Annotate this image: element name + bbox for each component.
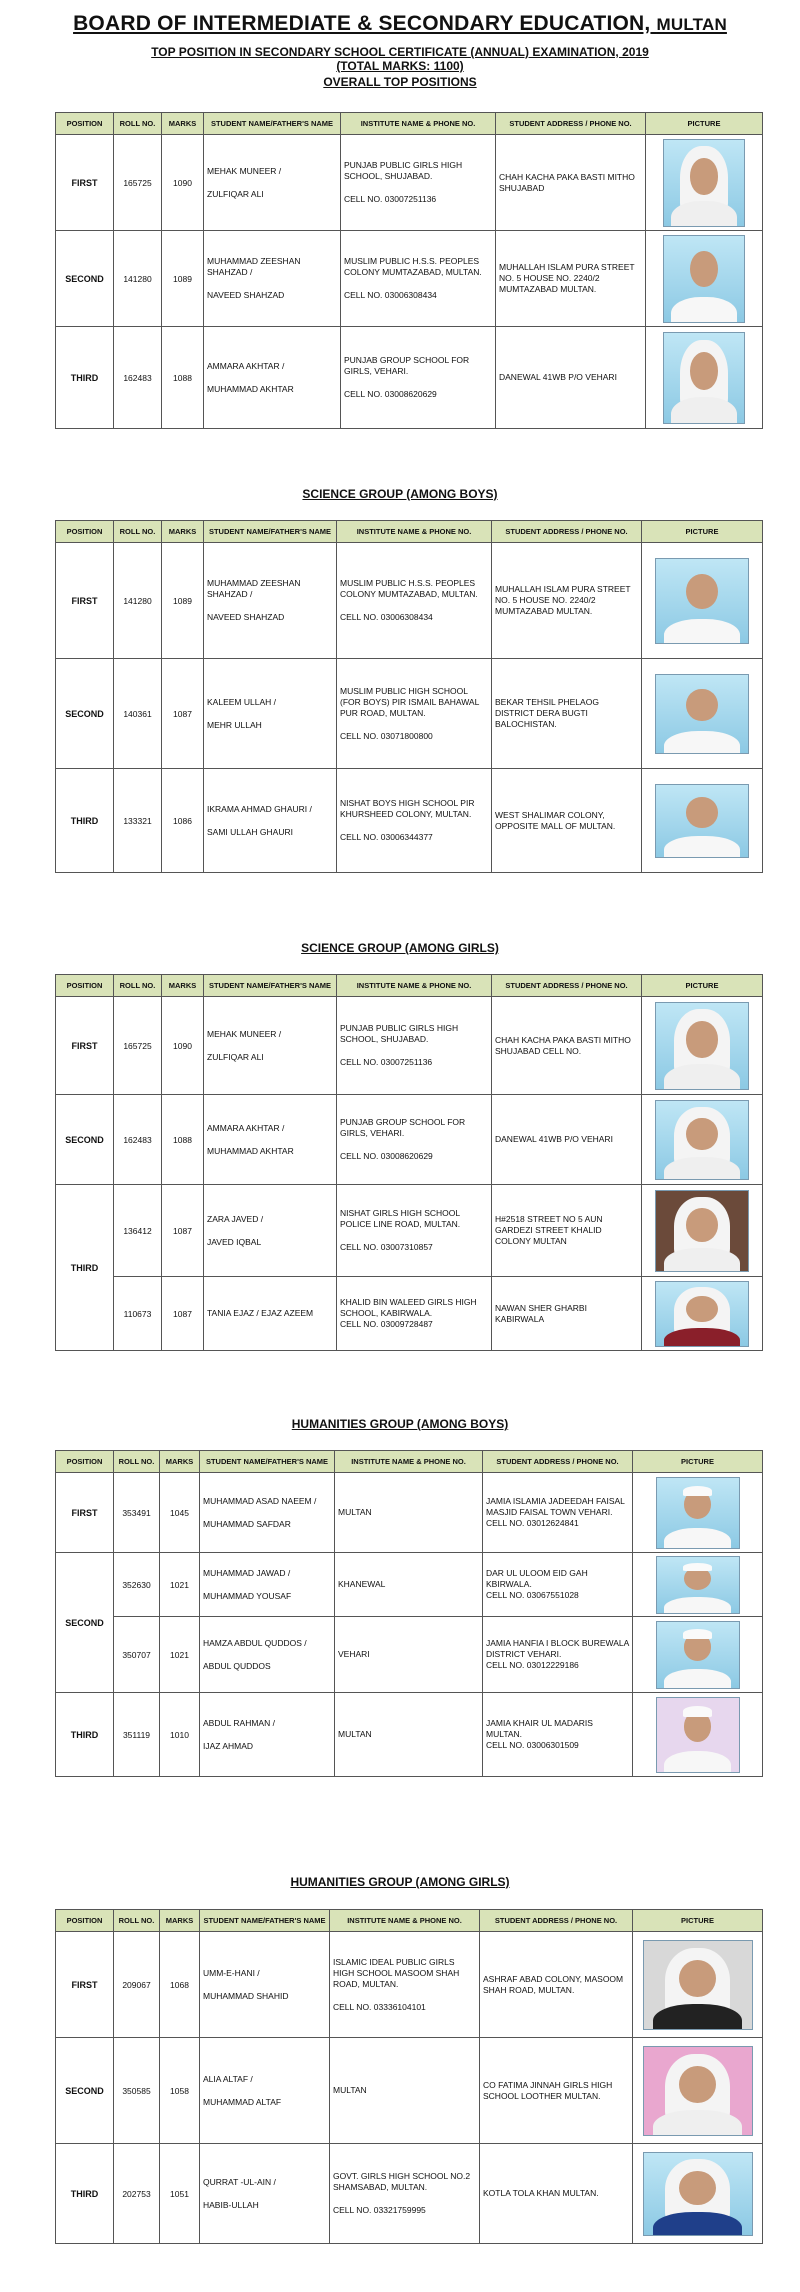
roll-cell: 165725 xyxy=(114,135,162,231)
position-cell: SECOND xyxy=(56,1095,114,1185)
col-position: POSITION xyxy=(56,113,114,135)
student-name: MUHAMMAD ASAD NAEEM / xyxy=(203,1495,317,1506)
institute-phone: CELL NO. 03321759995 xyxy=(333,2205,426,2215)
student-cell xyxy=(204,327,341,429)
position-cell: THIRD xyxy=(56,769,114,873)
institute-cell xyxy=(337,1185,492,1277)
student-photo xyxy=(655,1002,749,1090)
col-picture: PICTURE xyxy=(633,1910,763,1932)
address-cell: H#2518 STREET NO 5 AUN GARDEZI STREET KHALID COLONY MULTAN xyxy=(492,1185,642,1277)
institute-name: MUSLIM PUBLIC H.S.S. PEOPLES COLONY MUMTAZABAD, MULTAN. xyxy=(344,256,482,277)
overall-heading: OVERALL TOP POSITIONS xyxy=(323,75,477,89)
marks-cell: 1021 xyxy=(160,1617,200,1693)
address-cell: CHAH KACHA PAKA BASTI MITHO SHUJABAD xyxy=(496,135,646,231)
roll-cell: 141280 xyxy=(114,543,162,659)
institute-cell: MULTAN xyxy=(335,1473,483,1553)
institute-phone: CELL NO. 03006308434 xyxy=(340,612,433,622)
address-cell xyxy=(483,1553,633,1617)
position-cell: FIRST xyxy=(56,1473,114,1553)
roll-cell: 133321 xyxy=(114,769,162,873)
roll-cell: 165725 xyxy=(114,997,162,1095)
roll-cell: 209067 xyxy=(114,1932,160,2038)
address-cell: MUHALLAH ISLAM PURA STREET NO. 5 HOUSE NO. 2240/2 MUMTAZABAD MULTAN. xyxy=(492,543,642,659)
institute-phone: CELL NO. 03336104101 xyxy=(333,2001,426,2012)
marks-cell: 1087 xyxy=(162,659,204,769)
father-name: MUHAMMAD ALTAF xyxy=(203,2096,282,2107)
roll-cell: 350585 xyxy=(114,2038,160,2144)
col-address: STUDENT ADDRESS / PHONE NO. xyxy=(483,1451,633,1473)
student-name: ALIA ALTAF / xyxy=(203,2073,253,2084)
student-name: ZARA JAVED / xyxy=(207,1213,264,1224)
table-row xyxy=(56,997,763,1095)
table-row xyxy=(56,1553,763,1617)
table-header-row xyxy=(56,521,763,543)
table-row xyxy=(56,1095,763,1185)
father-name: ABDUL QUDDOS xyxy=(203,1660,271,1671)
father-name: SAMI ULLAH GHAURI xyxy=(207,826,293,837)
roll-cell: 351119 xyxy=(114,1693,160,1777)
father-name: NAVEED SHAHZAD xyxy=(207,612,285,622)
student-cell: TANIA EJAZ / EJAZ AZEEM xyxy=(204,1277,337,1351)
picture-cell xyxy=(646,135,763,231)
col-institute: INSTITUTE NAME & PHONE NO. xyxy=(330,1910,480,1932)
col-picture: PICTURE xyxy=(633,1451,763,1473)
marks-cell: 1045 xyxy=(160,1473,200,1553)
student-cell xyxy=(200,1553,335,1617)
table-row xyxy=(56,1932,763,2038)
col-student: STUDENT NAME/FATHER'S NAME xyxy=(204,521,337,543)
marks-cell: 1090 xyxy=(162,135,204,231)
student-cell xyxy=(204,135,341,231)
address-cell: KOTLA TOLA KHAN MULTAN. xyxy=(480,2144,633,2244)
col-picture: PICTURE xyxy=(642,975,763,997)
father-name: MUHAMMAD AKHTAR xyxy=(207,383,294,394)
father-name: ZULFIQAR ALI xyxy=(207,1051,264,1062)
student-name: KALEEM ULLAH / xyxy=(207,696,276,707)
position-cell: THIRD xyxy=(56,1693,114,1777)
col-marks: MARKS xyxy=(160,1451,200,1473)
marks-cell: 1058 xyxy=(160,2038,200,2144)
father-name: NAVEED SHAHZAD xyxy=(207,290,285,300)
student-phone: CELL NO. 03012229186 xyxy=(486,1660,579,1670)
marks-cell: 1010 xyxy=(160,1693,200,1777)
address-cell xyxy=(483,1473,633,1553)
student-cell xyxy=(200,2144,330,2244)
address-cell xyxy=(483,1693,633,1777)
board-city: MULTAN xyxy=(656,15,727,34)
institute-name: MUSLIM PUBLIC H.S.S. PEOPLES COLONY MUMTAZABAD, MULTAN. xyxy=(340,578,478,599)
institute-name: PUNJAB PUBLIC GIRLS HIGH SCHOOL, SHUJABAD. xyxy=(344,160,463,181)
institute-name: ISLAMIC IDEAL PUBLIC GIRLS HIGH SCHOOL MASOOM SHAH ROAD, MULTAN. xyxy=(333,1956,460,1989)
picture-cell xyxy=(633,2144,763,2244)
father-name: MUHAMMAD SHAHID xyxy=(203,1990,289,2001)
address-cell: CHAH KACHA PAKA BASTI MITHO SHUJABAD CELL NO. xyxy=(492,997,642,1095)
table-row xyxy=(56,2038,763,2144)
father-name: MUHAMMAD YOUSAF xyxy=(203,1590,292,1601)
board-title-text: BOARD OF INTERMEDIATE & SECONDARY EDUCATION, xyxy=(73,12,651,35)
institute-phone: CELL NO. 03071800800 xyxy=(340,730,433,741)
institute-name: NISHAT BOYS HIGH SCHOOL PIR KHURSHEED COLONY, MULTAN. xyxy=(340,798,475,819)
table-row xyxy=(56,659,763,769)
father-name: IJAZ AHMAD xyxy=(203,1740,254,1751)
table-row xyxy=(56,327,763,429)
student-photo xyxy=(656,1697,740,1773)
position-cell: FIRST xyxy=(56,1932,114,2038)
student-name: UMM-E-HANI / xyxy=(203,1967,260,1978)
address-cell: DANEWAL 41WB P/O VEHARI xyxy=(492,1095,642,1185)
student-photo xyxy=(663,332,745,424)
marks-cell: 1086 xyxy=(162,769,204,873)
institute-name: NISHAT GIRLS HIGH SCHOOL POLICE LINE ROAD, MULTAN. xyxy=(340,1208,461,1229)
student-photo xyxy=(643,2152,753,2236)
institute-phone: CELL NO. 03006344377 xyxy=(340,832,433,842)
institute-phone: CELL NO. 03008620629 xyxy=(340,1151,433,1161)
institute-name: PUNJAB GROUP SCHOOL FOR GIRLS, VEHARI. xyxy=(344,355,470,376)
col-address: STUDENT ADDRESS / PHONE NO. xyxy=(492,975,642,997)
col-institute: INSTITUTE NAME & PHONE NO. xyxy=(335,1451,483,1473)
picture-cell xyxy=(642,1277,763,1351)
roll-cell: 162483 xyxy=(114,1095,162,1185)
col-picture: PICTURE xyxy=(642,521,763,543)
picture-cell xyxy=(633,1553,763,1617)
table-row xyxy=(56,135,763,231)
institute-cell xyxy=(337,1277,492,1351)
student-cell xyxy=(200,1473,335,1553)
student-name: MUHAMMAD ZEESHAN SHAHZAD / xyxy=(207,578,301,599)
institute-cell xyxy=(330,2144,480,2244)
humanities-girls-table xyxy=(55,1909,763,2244)
student-cell xyxy=(204,769,337,873)
institute-phone: CELL NO. 03007310857 xyxy=(340,1242,433,1252)
marks-cell: 1090 xyxy=(162,997,204,1095)
col-roll: ROLL NO. xyxy=(114,975,162,997)
student-name: AMMARA AKHTAR / xyxy=(207,1122,285,1133)
table-row xyxy=(56,769,763,873)
marks-cell: 1087 xyxy=(162,1185,204,1277)
picture-cell xyxy=(642,1185,763,1277)
student-name: MEHAK MUNEER / xyxy=(207,165,282,176)
address-cell: DANEWAL 41WB P/O VEHARI xyxy=(496,327,646,429)
col-position: POSITION xyxy=(56,1910,114,1932)
table-row xyxy=(56,2144,763,2244)
student-cell xyxy=(200,1693,335,1777)
col-marks: MARKS xyxy=(162,975,204,997)
roll-cell: 352630 xyxy=(114,1553,160,1617)
col-marks: MARKS xyxy=(162,521,204,543)
humanities-boys-table xyxy=(55,1450,763,1777)
father-name: MUHAMMAD AKHTAR xyxy=(207,1145,294,1156)
address-cell: BEKAR TEHSIL PHELAOG DISTRICT DERA BUGTI BALOCHISTAN. xyxy=(492,659,642,769)
student-cell xyxy=(204,231,341,327)
student-photo xyxy=(655,784,749,858)
student-address: DAR UL ULOOM EID GAH KBIRWALA. xyxy=(486,1568,588,1589)
father-name: MUHAMMAD SAFDAR xyxy=(203,1518,291,1529)
roll-cell: 136412 xyxy=(114,1185,162,1277)
col-student: STUDENT NAME/FATHER'S NAME xyxy=(204,113,341,135)
position-cell: SECOND xyxy=(56,1553,114,1693)
col-student: STUDENT NAME/FATHER'S NAME xyxy=(204,975,337,997)
roll-cell: 140361 xyxy=(114,659,162,769)
position-cell: FIRST xyxy=(56,543,114,659)
institute-cell: MULTAN xyxy=(330,2038,480,2144)
father-name: JAVED IQBAL xyxy=(207,1236,262,1247)
col-address: STUDENT ADDRESS / PHONE NO. xyxy=(496,113,646,135)
institute-cell xyxy=(341,327,496,429)
student-name: IKRAMA AHMAD GHAURI / xyxy=(207,803,312,814)
roll-cell: 110673 xyxy=(114,1277,162,1351)
table-header-row xyxy=(56,1451,763,1473)
institute-cell xyxy=(337,1095,492,1185)
father-name: ZULFIQAR ALI xyxy=(207,188,264,199)
picture-cell xyxy=(646,327,763,429)
total-marks: (TOTAL MARKS: 1100) xyxy=(336,59,464,73)
col-institute: INSTITUTE NAME & PHONE NO. xyxy=(337,521,492,543)
col-marks: MARKS xyxy=(162,113,204,135)
student-cell xyxy=(204,1185,337,1277)
institute-cell: VEHARI xyxy=(335,1617,483,1693)
roll-cell: 353491 xyxy=(114,1473,160,1553)
institute-name: GOVT. GIRLS HIGH SCHOOL NO.2 SHAMSABAD, MULTAN. xyxy=(333,2171,471,2192)
institute-name: KHALID BIN WALEED GIRLS HIGH SCHOOL, KABIRWALA. xyxy=(340,1297,477,1318)
institute-cell xyxy=(337,659,492,769)
marks-cell: 1068 xyxy=(160,1932,200,2038)
col-picture: PICTURE xyxy=(646,113,763,135)
col-address: STUDENT ADDRESS / PHONE NO. xyxy=(492,521,642,543)
col-student: STUDENT NAME/FATHER'S NAME xyxy=(200,1910,330,1932)
col-position: POSITION xyxy=(56,1451,114,1473)
student-photo xyxy=(655,674,749,754)
col-roll: ROLL NO. xyxy=(114,113,162,135)
student-photo xyxy=(663,235,745,323)
table-header-row xyxy=(56,1910,763,1932)
student-address: JAMIA HANFIA I BLOCK BUREWALA DISTRICT VEHARI. xyxy=(486,1638,629,1659)
col-student: STUDENT NAME/FATHER'S NAME xyxy=(200,1451,335,1473)
col-position: POSITION xyxy=(56,521,114,543)
student-cell xyxy=(204,997,337,1095)
institute-cell xyxy=(330,1932,480,2038)
institute-cell: MULTAN xyxy=(335,1693,483,1777)
table-row xyxy=(56,1617,763,1693)
table-row xyxy=(56,1185,763,1277)
position-cell: THIRD xyxy=(56,2144,114,2244)
student-photo xyxy=(656,1556,740,1614)
address-cell: WEST SHALIMAR COLONY, OPPOSITE MALL OF MULTAN. xyxy=(492,769,642,873)
science-boys-heading: SCIENCE GROUP (AMONG BOYS) xyxy=(302,487,498,501)
picture-cell xyxy=(642,997,763,1095)
marks-cell: 1087 xyxy=(162,1277,204,1351)
roll-cell: 350707 xyxy=(114,1617,160,1693)
institute-cell xyxy=(341,231,496,327)
table-row xyxy=(56,1693,763,1777)
picture-cell xyxy=(633,1932,763,2038)
science-girls-table xyxy=(55,974,763,1351)
student-name: ABDUL RAHMAN / xyxy=(203,1717,275,1728)
col-roll: ROLL NO. xyxy=(114,1910,160,1932)
student-phone: CELL NO. 03012624841 xyxy=(486,1518,579,1528)
table-row xyxy=(56,543,763,659)
science-boys-table xyxy=(55,520,763,873)
father-name: HABIB-ULLAH xyxy=(203,2199,259,2210)
student-photo xyxy=(655,1100,749,1180)
picture-cell xyxy=(646,231,763,327)
student-cell xyxy=(200,2038,330,2144)
col-position: POSITION xyxy=(56,975,114,997)
institute-cell xyxy=(337,997,492,1095)
institute-phone: CELL NO. 03007251136 xyxy=(344,194,437,204)
institute-cell xyxy=(337,543,492,659)
position-cell: SECOND xyxy=(56,231,114,327)
picture-cell xyxy=(642,1095,763,1185)
marks-cell: 1021 xyxy=(160,1553,200,1617)
student-photo xyxy=(655,1281,749,1347)
student-cell xyxy=(204,543,337,659)
position-cell: SECOND xyxy=(56,659,114,769)
picture-cell xyxy=(633,1617,763,1693)
marks-cell: 1051 xyxy=(160,2144,200,2244)
address-cell xyxy=(483,1617,633,1693)
father-name: MEHR ULLAH xyxy=(207,719,262,730)
student-cell xyxy=(200,1932,330,2038)
marks-cell: 1088 xyxy=(162,1095,204,1185)
col-institute: INSTITUTE NAME & PHONE NO. xyxy=(341,113,496,135)
marks-cell: 1089 xyxy=(162,231,204,327)
address-cell: ASHRAF ABAD COLONY, MASOOM SHAH ROAD, MULTAN. xyxy=(480,1932,633,2038)
picture-cell xyxy=(642,769,763,873)
institute-phone: CELL NO. 03006308434 xyxy=(344,290,437,300)
institute-phone: CELL NO. 03008620629 xyxy=(344,389,437,399)
student-phone: CELL NO. 03006301509 xyxy=(486,1740,579,1750)
student-photo xyxy=(663,139,745,227)
board-title xyxy=(0,12,800,37)
student-photo xyxy=(643,1940,753,2030)
picture-cell xyxy=(642,659,763,769)
student-name: HAMZA ABDUL QUDDOS / xyxy=(203,1637,307,1648)
student-photo xyxy=(656,1477,740,1549)
table-row xyxy=(56,1277,763,1351)
marks-cell: 1088 xyxy=(162,327,204,429)
student-cell xyxy=(204,659,337,769)
position-cell: FIRST xyxy=(56,135,114,231)
student-name: MEHAK MUNEER / xyxy=(207,1028,282,1039)
student-photo xyxy=(656,1621,740,1689)
student-cell xyxy=(204,1095,337,1185)
table-header-row xyxy=(56,113,763,135)
picture-cell xyxy=(642,543,763,659)
marks-cell: 1089 xyxy=(162,543,204,659)
student-photo xyxy=(655,1190,749,1272)
position-cell: THIRD xyxy=(56,1185,114,1351)
picture-cell xyxy=(633,2038,763,2144)
table-header-row xyxy=(56,975,763,997)
institute-phone: CELL NO. 03009728487 xyxy=(340,1319,433,1329)
roll-cell: 141280 xyxy=(114,231,162,327)
student-address: JAMIA ISLAMIA JADEEDAH FAISAL MASJID FAISAL TOWN VEHARI. xyxy=(486,1496,625,1517)
institute-cell xyxy=(341,135,496,231)
institute-name: MUSLIM PUBLIC HIGH SCHOOL (FOR BOYS) PIR ISMAIL BAHAWAL PUR ROAD, MULTAN. xyxy=(340,685,480,718)
picture-cell xyxy=(633,1693,763,1777)
overall-table xyxy=(55,112,763,429)
col-marks: MARKS xyxy=(160,1910,200,1932)
student-name: AMMARA AKHTAR / xyxy=(207,360,285,371)
science-girls-heading: SCIENCE GROUP (AMONG GIRLS) xyxy=(301,941,499,955)
humanities-girls-heading: HUMANITIES GROUP (AMONG GIRLS) xyxy=(290,1875,510,1889)
student-cell xyxy=(200,1617,335,1693)
institute-cell xyxy=(337,769,492,873)
roll-cell: 162483 xyxy=(114,327,162,429)
address-cell: NAWAN SHER GHARBI KABIRWALA xyxy=(492,1277,642,1351)
student-photo xyxy=(643,2046,753,2136)
student-name: MUHAMMAD ZEESHAN SHAHZAD / xyxy=(207,256,301,277)
col-roll: ROLL NO. xyxy=(114,521,162,543)
col-roll: ROLL NO. xyxy=(114,1451,160,1473)
student-name: MUHAMMAD JAWAD / xyxy=(203,1567,291,1578)
exam-title: TOP POSITION IN SECONDARY SCHOOL CERTIFICATE (ANNUAL) EXAMINATION, 2019 xyxy=(151,45,649,59)
col-address: STUDENT ADDRESS / PHONE NO. xyxy=(480,1910,633,1932)
table-row xyxy=(56,1473,763,1553)
student-phone: CELL NO. 03067551028 xyxy=(486,1590,579,1600)
address-cell: MUHALLAH ISLAM PURA STREET NO. 5 HOUSE NO. 2240/2 MUMTAZABAD MULTAN. xyxy=(496,231,646,327)
picture-cell xyxy=(633,1473,763,1553)
humanities-boys-heading: HUMANITIES GROUP (AMONG BOYS) xyxy=(291,1417,509,1431)
institute-name: PUNJAB PUBLIC GIRLS HIGH SCHOOL, SHUJABAD. xyxy=(340,1023,459,1044)
student-photo xyxy=(655,558,749,644)
institute-phone: CELL NO. 03007251136 xyxy=(340,1057,433,1067)
position-cell: THIRD xyxy=(56,327,114,429)
institute-name: PUNJAB GROUP SCHOOL FOR GIRLS, VEHARI. xyxy=(340,1117,466,1138)
student-address: JAMIA KHAIR UL MADARIS MULTAN. xyxy=(486,1718,593,1739)
position-cell: FIRST xyxy=(56,997,114,1095)
position-cell: SECOND xyxy=(56,2038,114,2144)
institute-cell: KHANEWAL xyxy=(335,1553,483,1617)
table-row xyxy=(56,231,763,327)
roll-cell: 202753 xyxy=(114,2144,160,2244)
col-institute: INSTITUTE NAME & PHONE NO. xyxy=(337,975,492,997)
student-name: QURRAT -UL-AIN / xyxy=(203,2176,276,2187)
address-cell: CO FATIMA JINNAH GIRLS HIGH SCHOOL LOOTHER MULTAN. xyxy=(480,2038,633,2144)
